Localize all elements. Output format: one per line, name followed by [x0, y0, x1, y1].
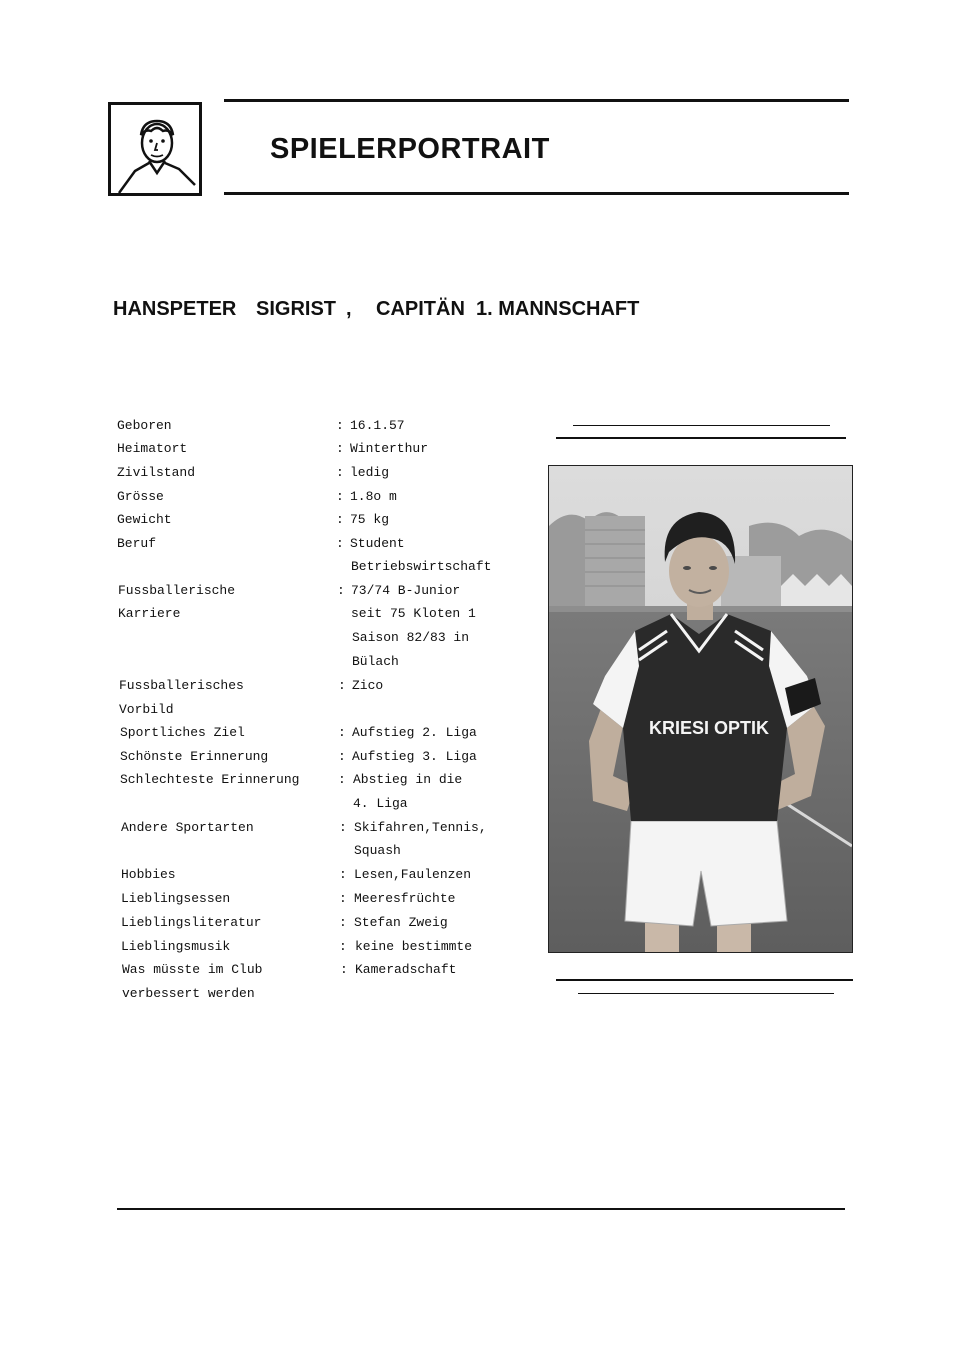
player-team: 1. MANNSCHAFT [476, 298, 640, 320]
profile-separator: : [336, 465, 344, 480]
profile-label: Lieblingsliteratur [121, 915, 262, 930]
profile-label: Fussballerisches [119, 678, 244, 693]
profile-value: Abstieg in die [353, 772, 463, 787]
profile-label: Hobbies [121, 867, 176, 882]
profile-value: 16.1.57 [350, 418, 405, 433]
photo-rule-top-thin [573, 425, 830, 426]
profile-value: Stefan Zweig [354, 915, 448, 930]
player-photo [548, 465, 853, 953]
profile-separator: : [339, 915, 347, 930]
profile-label: Beruf [117, 536, 157, 551]
profile-value: Kameradschaft [355, 962, 457, 977]
profile-label: verbessert werden [122, 986, 255, 1001]
profile-separator: : [339, 939, 347, 954]
profile-label: Schönste Erinnerung [120, 749, 269, 764]
profile-label: Schlechteste Erinnerung [120, 772, 300, 787]
profile-label: Andere Sportarten [121, 820, 254, 835]
profile-label: Fussballerische [118, 583, 236, 598]
profile-value: Skifahren,Tennis, [354, 820, 487, 835]
profile-separator: : [338, 678, 346, 693]
profile-value: Lesen,Faulenzen [354, 867, 472, 882]
heading-comma: , [346, 298, 352, 320]
profile-separator: : [336, 536, 344, 551]
profile-label: Vorbild [119, 702, 174, 717]
photo-rule-top-thick [556, 437, 846, 439]
profile-separator: : [336, 441, 344, 456]
jersey-sponsor-text: KRIESI OPTIK [649, 718, 770, 738]
player-last-name: SIGRIST [256, 298, 337, 320]
profile-label: Was müsste im Club [122, 962, 263, 977]
profile-value: Saison 82/83 in [352, 630, 470, 645]
profile-value: 1.8o m [350, 489, 397, 504]
player-role: CAPITÄN [376, 298, 465, 320]
profile-separator: : [339, 820, 347, 835]
profile-label: Heimatort [117, 441, 188, 456]
profile-value: Betriebswirtschaft [351, 559, 492, 574]
player-first-name: HANSPETER [113, 298, 237, 320]
profile-separator: : [336, 512, 344, 527]
profile-label: Sportliches Ziel [120, 725, 245, 740]
photo-rule-bottom-thick [556, 979, 853, 981]
profile-value: Zico [352, 678, 384, 693]
profile-value: keine bestimmte [355, 939, 473, 954]
profile-value: 73/74 B-Junior [351, 583, 461, 598]
profile-separator: : [337, 583, 345, 598]
profile-value: Aufstieg 2. Liga [352, 725, 477, 740]
profile-separator: : [339, 891, 347, 906]
photo-rule-bottom-thin [578, 993, 834, 994]
profile-separator: : [338, 749, 346, 764]
profile-value: 4. Liga [353, 796, 408, 811]
profile-value: seit 75 Kloten 1 [351, 606, 476, 621]
profile-separator: : [340, 962, 348, 977]
profile-value: Winterthur [350, 441, 429, 456]
profile-separator: : [338, 725, 346, 740]
profile-value: Squash [354, 843, 401, 858]
profile-separator: : [336, 418, 344, 433]
profile-value: Student [350, 536, 405, 551]
profile-label: Lieblingsessen [121, 891, 231, 906]
profile-value: Meeresfrüchte [354, 891, 456, 906]
profile-value: 75 kg [350, 512, 390, 527]
profile-value: Bülach [352, 654, 399, 669]
profile-label: Karriere [118, 606, 181, 621]
profile-value: Aufstieg 3. Liga [352, 749, 477, 764]
profile-label: Grösse [117, 489, 164, 504]
profile-label: Gewicht [117, 512, 172, 527]
footer-rule [117, 1208, 845, 1210]
page-title: SPIELERPORTRAIT [270, 133, 550, 165]
profile-label: Zivilstand [117, 465, 196, 480]
profile-separator: : [338, 772, 346, 787]
profile-separator: : [339, 867, 347, 882]
profile-label: Geboren [117, 418, 172, 433]
profile-value: ledig [350, 465, 390, 480]
profile-separator: : [336, 489, 344, 504]
profile-label: Lieblingsmusik [121, 939, 231, 954]
